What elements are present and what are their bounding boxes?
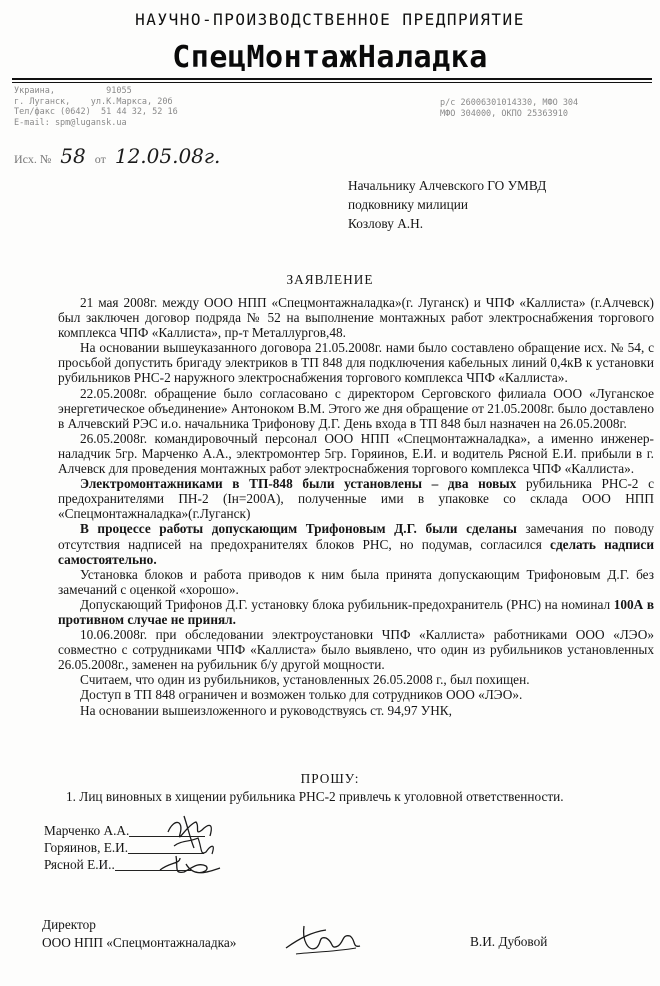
demand-item: 1. Лиц виновных в хищении рубильника РНС-2 привлечь к уголовной ответственности.	[66, 789, 564, 804]
org-type: НАУЧНО-ПРОИЗВОДСТВЕННОЕ ПРЕДПРИЯТИЕ	[135, 10, 525, 29]
paragraph-bold-text: 100А в противном случае не принял.	[58, 596, 654, 627]
director-name: В.И. Дубовой	[470, 934, 548, 949]
paragraph: Доступ в ТП 848 ограничен и возможен только для сотрудников ООО «ЛЭО».	[80, 687, 523, 703]
paragraph: 21 мая 2008г. между ООО НПП «Спецмонтажналадка»(г. Луганск) и ЧПФ «Каллиста» (г.Алчевск) был заключен договор подряда № 52 на выполнение монтажных работ электроснабжения торгового комплекса ЧПФ «Каллиста», пр-т Металлургов,48.	[58, 295, 654, 341]
signature-stroke	[168, 816, 211, 848]
paragraph-text: замечания по поводу отсутствия надписей на предохранителях блоков РНС, но подумав, согласился	[58, 521, 654, 552]
paragraph: Установка блоков и работа приводов к ним была принята допускающим Трифоновым Д.Г. без замечаний с оценкой «хорошо».	[58, 566, 654, 597]
signatory-name: Горяинов, Е.И.	[44, 840, 129, 855]
demand-title: ПРОШУ:	[300, 771, 360, 786]
director-position: Директор	[42, 917, 96, 932]
paragraph-text: Допускающий Трифонов Д.Г. установку блока рубильник-предохранитель (РНС) на номинал	[80, 596, 614, 612]
outgoing-no-label: Исх. №	[14, 152, 52, 166]
requisites-right: р/с 26006301014330, МФО 304 МФО 304000, ОКПО 25363910	[440, 98, 579, 119]
outgoing-number	[14, 144, 226, 168]
paragraph: 26.05.2008г. командировочный персонал ООО НПП «Спецмонтажналадка», а именно инженер-наладчик 5гр. Марченко А.А., электромонтер 5гр. Горяинов, Е.И. и водитель Рясной Е.И. прибыли в г. Алчевск для проведения монтажных работ электроснабжения торгового комплекса ЧПФ «Каллиста».	[58, 430, 654, 477]
paragraph	[58, 597, 654, 627]
addressee-line: подковнику милиции	[348, 197, 468, 212]
director-organization: ООО НПП «Спецмонтажналадка»	[42, 935, 237, 950]
handwritten-signatures	[150, 812, 240, 884]
requisites-left: Украина, 91055 г. Луганск, ул.К.Маркса, 20б Тел/факс (0642) 51 44 32, 52 16 E-mail: spm@lugansk.ua	[14, 86, 178, 128]
paragraph-text: рубильника РНС-2 с предохранителями ПН-2 (Iн=200А), полученные ими в упаковке со склада ООО НПП «Спецмонтажналадка»(г.Луганск)	[58, 476, 654, 522]
paragraph: На основании вышеуказанного договора 21.05.2008г. нами было составлено обращение исх. № 54, с просьбой допустить бригаду электриков в ТП 848 для подключения кабельных линий 0,4кВ к установки рубильников РНС-2 наружного электроснабжения торгового комплекса ЧПФ «Каллиста».	[58, 340, 654, 386]
addressee-block	[348, 176, 546, 233]
director-block	[42, 916, 236, 952]
paragraph-bold-text: В процессе работы допускающим Трифоновым Д.Г. были сделаны	[80, 521, 517, 537]
director-signature	[282, 918, 372, 962]
paragraph: 10.06.2008г. при обследовании электроустановки ЧПФ «Каллиста» работниками ООО «ЛЭО» совместно с сотрудниками ЧПФ «Каллиста» было выявлено, что один из рубильников установленных 26.05.2008г., заменен на рубильник б/у другой мощности.	[58, 627, 654, 673]
document-title: ЗАЯВЛЕНИЕ	[286, 272, 374, 287]
paragraph-bold-text: Электромонтажниками в ТП-848 были установлены – два новых	[80, 476, 517, 492]
outgoing-from-label: от	[94, 152, 106, 166]
signature-stroke	[160, 856, 220, 873]
addressee-line: Козлову А.Н.	[348, 216, 424, 231]
org-name: СпецМонтажНаладка	[172, 40, 488, 75]
signature-stroke	[296, 948, 356, 954]
paragraph	[58, 476, 654, 521]
addressee-line: Начальнику Алчевского ГО УМВД	[348, 178, 547, 193]
outgoing-number-value: 58	[60, 144, 86, 168]
outgoing-date-value: 12.05.08г.	[114, 144, 221, 168]
statement-body	[58, 295, 654, 718]
signatory-name: Марченко А.А.	[44, 823, 130, 838]
paragraph-bold-text: сделать надписи самостоятельно.	[58, 536, 654, 567]
signature-stroke	[286, 926, 360, 949]
paragraph: Считаем, что один из рубильников, установленных 26.05.2008 г., был похищен.	[80, 672, 530, 688]
letterhead-rule	[12, 78, 652, 80]
signatory-name: Рясной Е.И..	[44, 857, 115, 872]
paragraph: 22.05.2008г. обращение было согласовано с директором Серговского филиала ООО «Луганское энергетическое объединение» Антоноком В.М. Этого же дня обращение от 21.05.2008г. было доставлено в Алчевский РЭС и.о. начальника Трифонову Д.Г. День входа в ТП 848 был назначен на 26.05.2008г.	[58, 385, 654, 431]
letterhead-rule-thin	[12, 82, 652, 83]
paragraph: На основании вышеизложенного и руководствуясь ст. 94,97 УНК,	[80, 702, 453, 718]
paragraph	[58, 521, 654, 566]
